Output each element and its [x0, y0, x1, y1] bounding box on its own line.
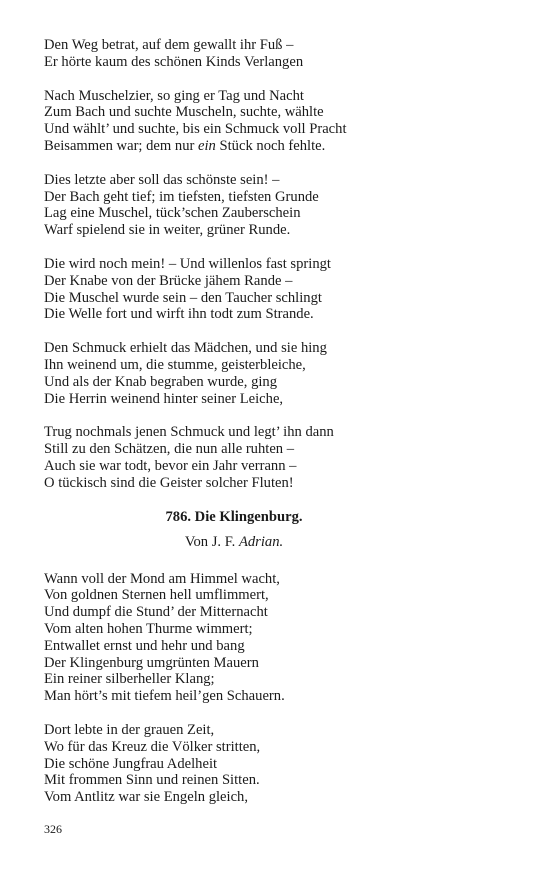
- stanza: [44, 172, 514, 239]
- verse-line: Zum Bach und suchte Muscheln, suchte, wählte: [44, 104, 324, 121]
- verse-line: Wann voll der Mond am Himmel wacht,: [44, 570, 280, 587]
- verse-line: Die schöne Jungfrau Adelheit: [44, 755, 218, 772]
- stanza: [44, 722, 514, 806]
- verse-line: Ein reiner silberheller Klang;: [44, 671, 215, 688]
- verse-line: Entwallet ernst und hehr und bang: [44, 637, 245, 654]
- poem-continued: [44, 37, 514, 492]
- verse-line: Und wählt’ und suchte, bis ein Schmuck voll Pracht: [44, 121, 347, 138]
- verse-line: Der Knabe von der Brücke jähem Rande –: [44, 272, 293, 289]
- stanza: [44, 424, 514, 491]
- author-name: Adrian.: [238, 533, 284, 550]
- verse-line: Und dumpf die Stund’ der Mitternacht: [44, 604, 268, 621]
- verse-line: Auch sie war todt, bevor ein Jahr verrann –: [44, 457, 297, 474]
- emphasis-text: ein: [198, 137, 216, 154]
- verse-line: Still zu den Schätzen, die nun alle ruhten –: [44, 441, 295, 458]
- stanza: [44, 88, 514, 155]
- verse-line: Dort lebte in der grauen Zeit,: [44, 721, 215, 738]
- verse-line: Ihn weinend um, die stumme, geisterbleiche,: [44, 356, 306, 373]
- verse-line: Die Muschel wurde sein – den Taucher schlingt: [44, 289, 322, 306]
- poem-author: [44, 534, 424, 551]
- verse-line: Der Klingenburg umgrünten Mauern: [44, 654, 259, 671]
- verse-line: O tückisch sind die Geister solcher Fluten!: [44, 474, 294, 491]
- page-number: 326: [44, 822, 62, 836]
- verse-line: Nach Muschelzier, so ging er Tag und Nacht: [44, 87, 304, 104]
- verse-line: Vom Antlitz war sie Engeln gleich,: [44, 789, 249, 806]
- verse-line: Warf spielend sie in weiter, grüner Runde.: [44, 222, 291, 239]
- verse-line: Der Bach geht tief; im tiefsten, tiefsten Grunde: [44, 188, 319, 205]
- stanza: [44, 37, 514, 71]
- verse-line: Und als der Knab begraben wurde, ging: [44, 373, 278, 390]
- verse-line: Die Herrin weinend hinter seiner Leiche,: [44, 390, 284, 407]
- poem-title: 786. Die Klingenburg.: [165, 508, 303, 525]
- verse-line: Trug nochmals jenen Schmuck und legt’ ihn dann: [44, 424, 334, 441]
- verse-line: Den Schmuck erhielt das Mädchen, und sie hing: [44, 340, 327, 357]
- verse-line: Den Weg betrat, auf dem gewallt ihr Fuß –: [44, 37, 294, 53]
- stanza: [44, 256, 514, 323]
- verse-line: Dies letzte aber soll das schönste sein! –: [44, 171, 280, 188]
- poem-section: [44, 509, 514, 806]
- verse-line: Er hörte kaum des schönen Kinds Verlangen: [44, 53, 304, 70]
- stanza: [44, 340, 514, 407]
- verse-line: [44, 138, 514, 155]
- verse-line: Lag eine Muschel, tück’schen Zauberschein: [44, 205, 301, 222]
- verse-line: Die wird noch mein! – Und willenlos fast springt: [44, 255, 331, 272]
- author-prefix: Von J. F.: [184, 533, 239, 550]
- verse-line: Mit frommen Sinn und reinen Sitten.: [44, 772, 260, 789]
- verse-line: Von goldnen Sternen hell umflimmert,: [44, 587, 269, 604]
- verse-line: Man hört’s mit tiefem heil’gen Schauern.: [44, 688, 285, 705]
- verse-line: Die Welle fort und wirft ihn todt zum Strande.: [44, 306, 314, 323]
- page-content: [44, 37, 514, 823]
- verse-text: Beisammen war; dem nur: [44, 137, 199, 154]
- stanza: [44, 571, 514, 705]
- verse-text: Stück noch fehlte.: [215, 137, 326, 154]
- verse-line: Wo für das Kreuz die Völker stritten,: [44, 738, 261, 755]
- verse-line: Vom alten hohen Thurme wimmert;: [44, 620, 253, 637]
